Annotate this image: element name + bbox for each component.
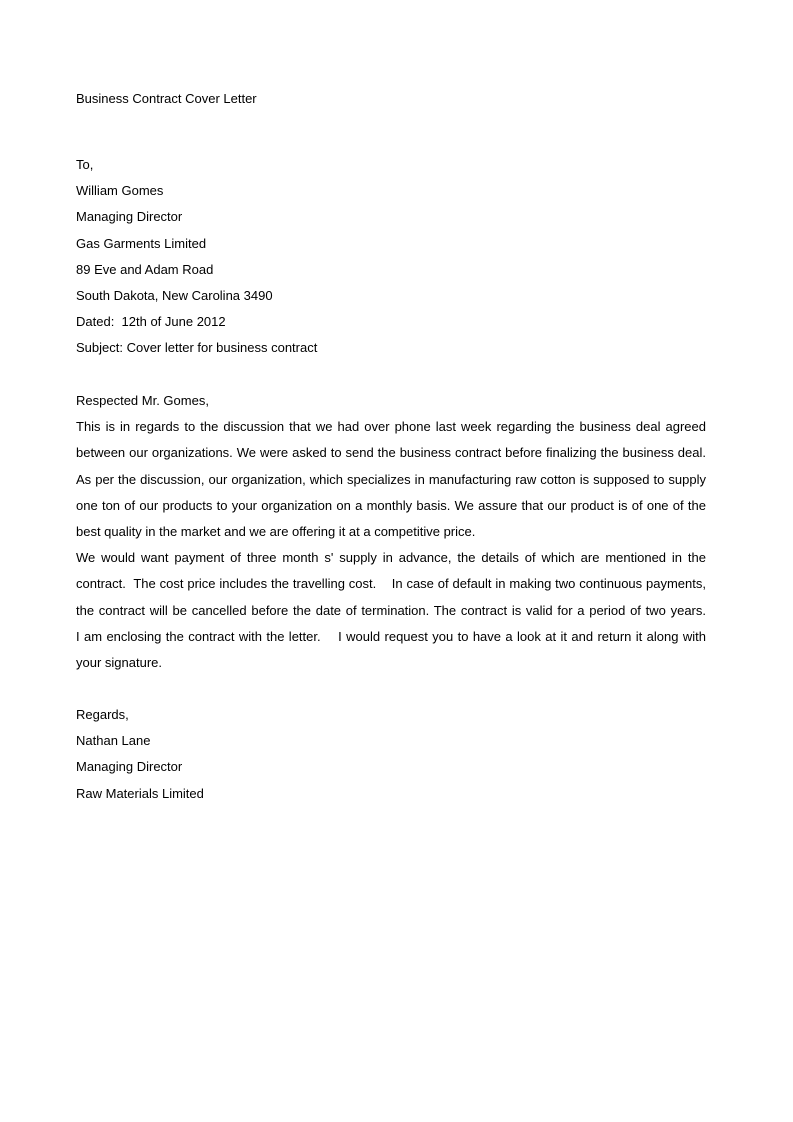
- body-line: your signature.: [76, 655, 162, 671]
- letter-subject: Subject: Cover letter for business contract: [76, 340, 318, 356]
- letter-date: Dated: 12th of June 2012: [76, 314, 226, 330]
- sender-company: Raw Materials Limited: [76, 785, 204, 801]
- body-line: best quality in the market and we are offering it at a competitive price.: [76, 524, 476, 540]
- body-line: between our organizations. We were asked to send the business contract before finalizing the business deal.: [76, 445, 706, 461]
- salutation: Respected Mr. Gomes,: [76, 393, 209, 408]
- recipient-address-line2: South Dakota, New Carolina 3490: [76, 288, 273, 304]
- to-label: To,: [76, 157, 94, 172]
- document-title: Business Contract Cover Letter: [76, 91, 257, 106]
- recipient-address-line1: 89 Eve and Adam Road: [76, 261, 214, 277]
- body-line: contract. The cost price includes the travelling cost. In case of default in making two continuous payments,: [76, 576, 706, 592]
- body-line: This is in regards to the discussion that we had over phone last week regarding the business deal agreed: [76, 419, 706, 435]
- body-line: I am enclosing the contract with the letter. I would request you to have a look at it and return it along with: [76, 628, 706, 644]
- body-line: We would want payment of three month s' supply in advance, the details of which are mentioned in the: [76, 550, 706, 566]
- closing: Regards,: [76, 707, 129, 722]
- recipient-position: Managing Director: [76, 209, 183, 225]
- body-line: the contract will be cancelled before the date of termination. The contract is valid for a period of two years.: [76, 602, 706, 618]
- letter-body: [76, 388, 716, 676]
- body-line: As per the discussion, our organization, which specializes in manufacturing raw cotton is supposed to supply: [76, 471, 706, 487]
- body-line: one ton of our products to your organization on a monthly basis. We assure that our product is of one of the: [76, 497, 706, 513]
- sender-position: Managing Director: [76, 759, 183, 775]
- recipient-name: William Gomes: [76, 183, 164, 199]
- signoff-block: [76, 702, 204, 807]
- recipient-company: Gas Garments Limited: [76, 235, 207, 251]
- sender-name: Nathan Lane: [76, 733, 151, 749]
- recipient-block: [76, 152, 317, 362]
